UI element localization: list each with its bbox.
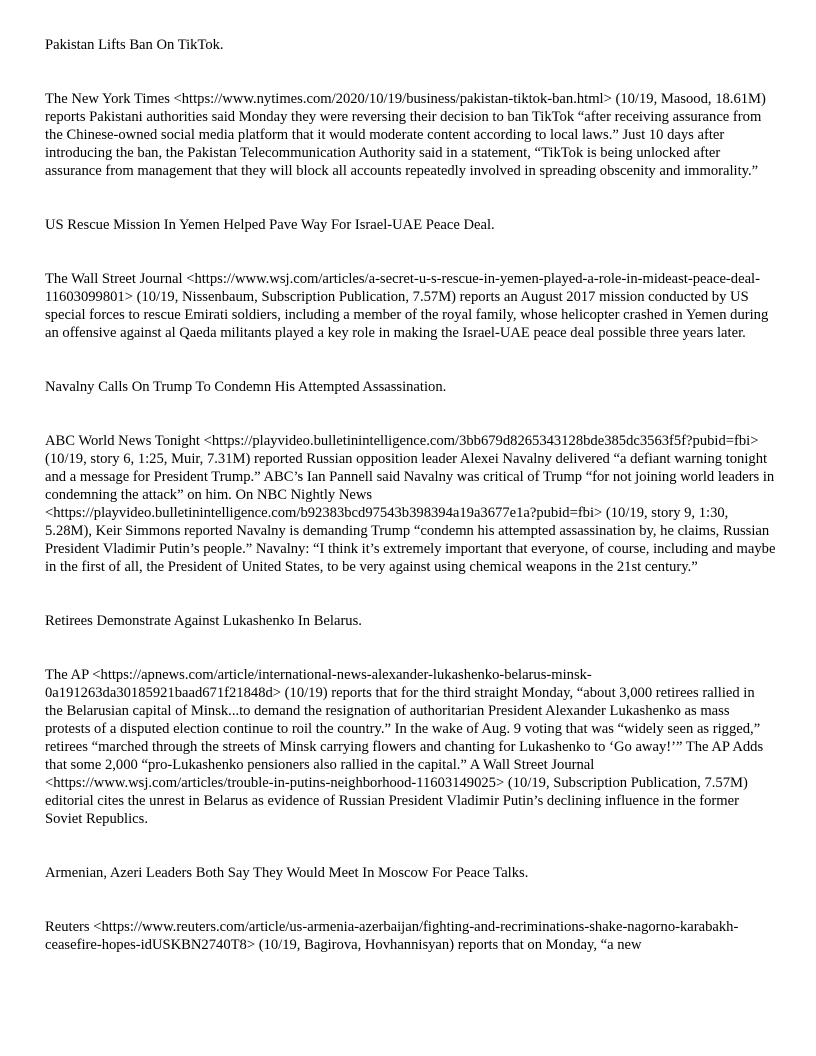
- article-headline: Navalny Calls On Trump To Condemn His Attempted Assassination.: [45, 379, 447, 395]
- article-tiktok: [45, 36, 776, 216]
- article-body: ABC World News Tonight <https://playvideo.bulletinintelligence.com/3bb679d8265343128bde385dc3563f5f?pubid=fbi> (10/19, story 6, 1:25, Muir, 7.31M) reported Russian opposition leader Alexei Navalny delivered “a defiant warning tonight and a message for President Trump.” ABC’s Ian Pannell said Navalny was critical of Trump “for not joining world leaders in condemning the attack” on him. On NBC Nightly News <https://playvideo.bulletinintelligence.com/b92383bcd97543b398394a19a3677e1a?pubid=fbi> (10/19, story 9, 1:30, 5.28M), Keir Simmons reported Navalny is demanding Trump “condemn his attempted assassination by, he claims, Russian President Vladimir Putin’s people.” Navalny: “I think it’s extremely important that everyone, of course, including and maybe in the first of all, the President of United States, to be very against using chemical weapons in the 21st century.”: [45, 433, 776, 575]
- article-navalny: [45, 378, 776, 612]
- article-belarus: [45, 612, 776, 864]
- article-body: The New York Times <https://www.nytimes.com/2020/10/19/business/pakistan-tiktok-ban.html> (10/19, Masood, 18.61M) reports Pakistani authorities said Monday they were reversing their decision to ban TikTok “after receiving assurance from the Chinese-owned social media platform that it would moderate content according to local laws.” Just 10 days after introducing the ban, the Pakistan Telecommunication Authority said in a statement, “TikTok is being unlocked after assurance from management that they will block all accounts repeatedly involved in spreading obscenity and immorality.”: [45, 91, 766, 179]
- article-armenia-azerbaijan: [45, 864, 776, 954]
- article-headline: Retirees Demonstrate Against Lukashenko In Belarus.: [45, 613, 362, 629]
- article-body: Reuters <https://www.reuters.com/article/us-armenia-azerbaijan/fighting-and-recriminations-shake-nagorno-karabakh-ceasefire-hopes-idUSKBN2740T8> (10/19, Bagirova, Hovhannisyan) reports that on Monday, “a new: [45, 919, 739, 953]
- article-headline: Pakistan Lifts Ban On TikTok.: [45, 37, 224, 53]
- article-body: The AP <https://apnews.com/article/international-news-alexander-lukashenko-belarus-minsk-0a191263da30185921baad671f21848d> (10/19) reports that for the third straight Monday, “about 3,000 retirees rallied in the Belarusian capital of Minsk...to demand the resignation of authoritarian President Alexander Lukashenko as mass protests of a disputed election continue to roil the country.” In the wake of Aug. 9 voting that was “widely seen as rigged,” retirees “marched through the streets of Minsk carrying flowers and chanting for Lukashenko to ‘Go away!’” The AP Adds that some 2,000 “pro-Lukashenko pensioners also rallied in the capital.” A Wall Street Journal <https://www.wsj.com/articles/trouble-in-putins-neighborhood-11603149025> (10/19, Subscription Publication, 7.57M) editorial cites the unrest in Belarus as evidence of Russian President Vladimir Putin’s declining influence in the former Soviet Republics.: [45, 667, 764, 827]
- article-headline: Armenian, Azeri Leaders Both Say They Would Meet In Moscow For Peace Talks.: [45, 865, 529, 881]
- article-yemen-rescue: [45, 216, 776, 378]
- document-page: [45, 36, 776, 954]
- article-body: The Wall Street Journal <https://www.wsj.com/articles/a-secret-u-s-rescue-in-yemen-played-a-role-in-mideast-peace-deal-11603099801> (10/19, Nissenbaum, Subscription Publication, 7.57M) reports an August 2017 mission conducted by US special forces to rescue Emirati soldiers, including a member of the royal family, whose helicopter crashed in Yemen during an offensive against al Qaeda militants played a key role in making the Israel-UAE peace deal possible three years later.: [45, 271, 769, 341]
- article-headline: US Rescue Mission In Yemen Helped Pave Way For Israel-UAE Peace Deal.: [45, 217, 495, 233]
